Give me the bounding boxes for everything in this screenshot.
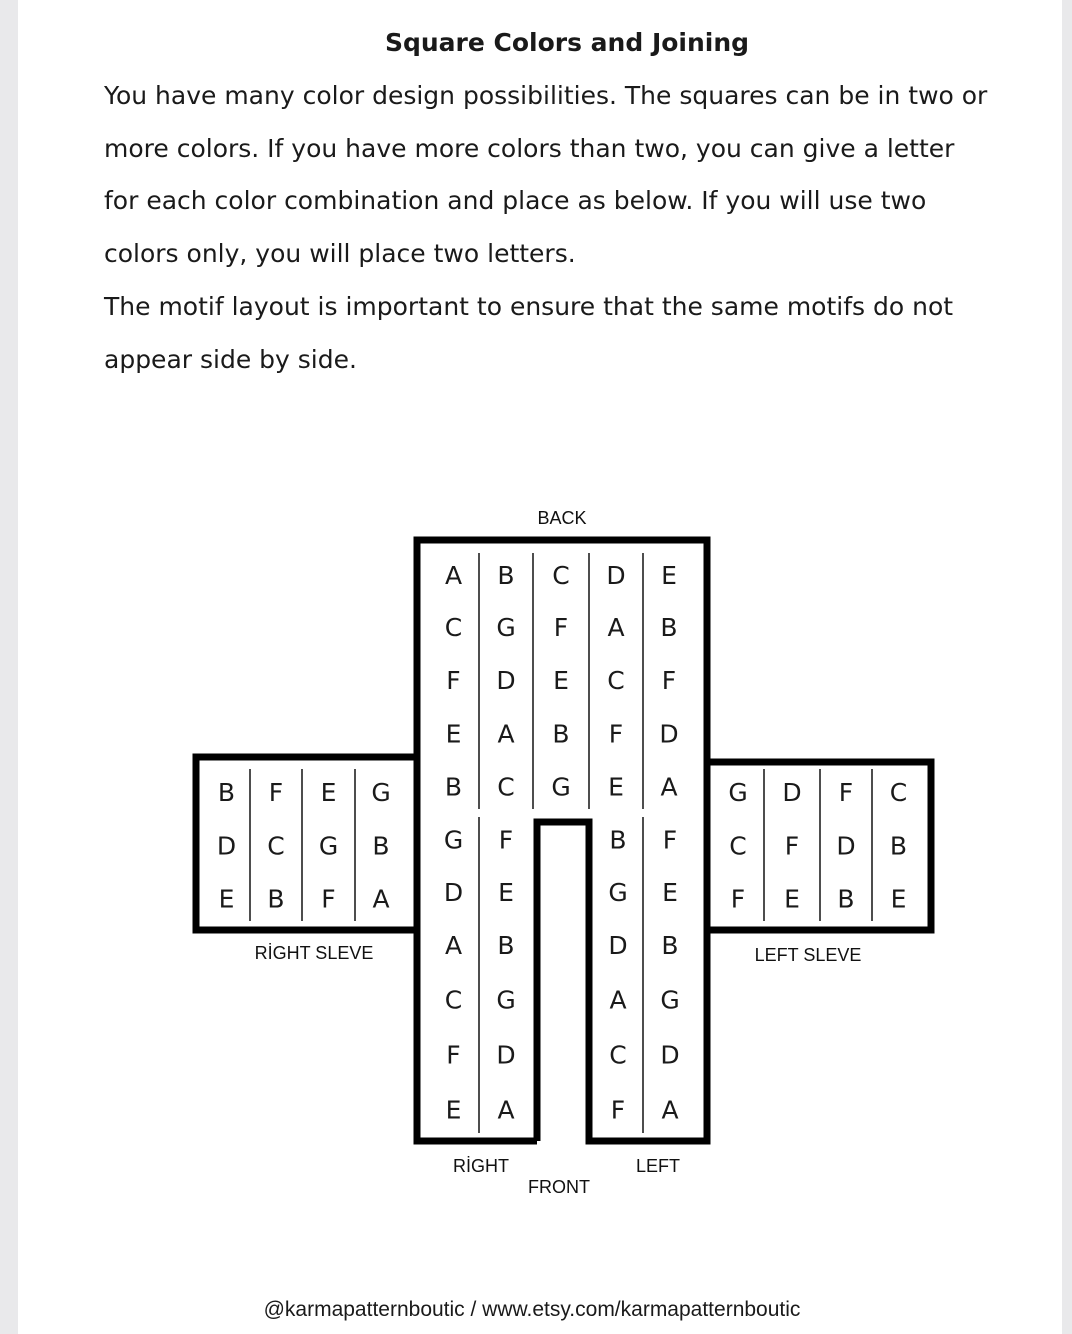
- right-front-cell: F: [446, 1040, 461, 1070]
- left-sleeve-cell: E: [784, 884, 800, 914]
- right-front-cell: B: [497, 931, 515, 960]
- paragraph-line: The motif layout is important to ensure that the same motifs do not: [104, 291, 954, 321]
- left-sleeve-cell: G: [728, 778, 748, 807]
- back-cell: B: [444, 772, 463, 802]
- right-sleeve-cell: D: [216, 831, 237, 861]
- right-front-cell: E: [498, 878, 514, 907]
- paragraph-line: more colors. If you have more colors than two, you can give a letter: [104, 133, 955, 163]
- right-sleeve-cell: B: [217, 778, 236, 807]
- left-front-cell: A: [661, 1095, 679, 1125]
- left-front-cell: G: [608, 878, 628, 907]
- back-cell: D: [496, 666, 516, 695]
- left-sleeve-cell: F: [784, 831, 800, 861]
- back-cell: A: [444, 561, 463, 590]
- left-front-label: LEFT: [635, 1156, 681, 1176]
- left-front-cell: B: [661, 931, 679, 960]
- left-front-cell: D: [608, 931, 628, 960]
- right-front-cell: A: [497, 1095, 515, 1125]
- paragraph-line: You have many color design possibilities. The squares can be in two or: [104, 81, 988, 110]
- footer-credit: @karmapatternboutic / www.etsy.com/karmapatternboutic: [263, 1298, 801, 1321]
- back-cell: F: [608, 719, 624, 749]
- right-sleeve-cell: F: [321, 884, 336, 914]
- back-cell: C: [444, 613, 463, 642]
- back-cell: E: [608, 772, 624, 802]
- grid-cells: [217, 553, 907, 1133]
- right-front-cell: G: [443, 825, 464, 855]
- left-front-cell: D: [660, 1040, 680, 1070]
- back-cell: E: [445, 719, 462, 749]
- right-front-cell: D: [496, 1040, 516, 1070]
- back-cell: E: [553, 666, 569, 695]
- back-cell: G: [496, 613, 516, 642]
- right-front-cell: E: [445, 1095, 462, 1125]
- right-sleeve-cell: G: [318, 831, 339, 861]
- right-sleeve-cell: B: [267, 884, 285, 914]
- back-cell: G: [551, 772, 571, 802]
- paragraph-line: for each color combination and place as below. If you will use two: [104, 186, 927, 216]
- right-sleeve-cell: C: [267, 831, 285, 861]
- back-cell: C: [497, 772, 515, 802]
- back-cell: A: [660, 772, 678, 802]
- left-front-cell: A: [609, 985, 627, 1015]
- left-front-cell: E: [662, 878, 678, 907]
- right-sleeve-cell: A: [372, 884, 390, 914]
- back-cell: F: [553, 613, 569, 642]
- back-cell: B: [552, 719, 570, 749]
- right-sleeve-label: RİGHT SLEVE: [254, 943, 374, 963]
- left-sleeve-cell: B: [889, 831, 908, 861]
- left-sleeve-cell: C: [729, 831, 747, 861]
- left-front-cell: F: [610, 1095, 626, 1125]
- left-front-cell: C: [609, 1040, 627, 1070]
- right-sleeve-cell: F: [268, 778, 284, 807]
- back-cell: A: [607, 613, 625, 642]
- back-cell: D: [606, 561, 626, 590]
- right-sleeve-cell: E: [320, 778, 337, 807]
- back-cell: C: [552, 561, 570, 590]
- back-cell: F: [446, 666, 461, 695]
- right-front-cell: F: [498, 825, 514, 855]
- paragraph-line: appear side by side.: [104, 344, 357, 374]
- right-sleeve-cell: B: [372, 831, 390, 861]
- left-sleeve-label: LEFT SLEVE: [754, 945, 862, 965]
- right-front-cell: A: [444, 931, 463, 960]
- page-title: Square Colors and Joining: [384, 28, 750, 57]
- right-sleeve-cell: E: [218, 884, 235, 914]
- left-sleeve-cell: B: [837, 884, 855, 914]
- right-front-label: RİGHT: [453, 1156, 509, 1176]
- right-sleeve-cell: G: [371, 778, 391, 807]
- left-sleeve-cell: F: [730, 884, 746, 914]
- back-cell: D: [659, 719, 679, 749]
- back-cell: B: [497, 561, 515, 590]
- left-front-cell: B: [609, 825, 627, 855]
- back-cell: F: [661, 666, 677, 695]
- right-front-cell: D: [443, 878, 464, 907]
- left-front-cell: F: [662, 825, 678, 855]
- right-front-cell: G: [496, 985, 516, 1015]
- back-cell: B: [660, 613, 678, 642]
- right-front-cell: C: [444, 985, 463, 1015]
- left-sleeve-cell: D: [836, 831, 856, 861]
- back-cell: A: [497, 719, 515, 749]
- paragraph-line: colors only, you will place two letters.: [104, 239, 576, 269]
- left-sleeve-cell: F: [838, 778, 854, 807]
- front-label: FRONT: [528, 1177, 590, 1197]
- back-cell: E: [661, 561, 677, 590]
- left-sleeve-cell: E: [890, 884, 907, 914]
- left-sleeve-cell: C: [889, 778, 908, 807]
- left-front-cell: G: [660, 985, 680, 1015]
- back-label: BACK: [537, 508, 587, 528]
- back-cell: C: [607, 666, 625, 695]
- left-sleeve-cell: D: [782, 778, 802, 807]
